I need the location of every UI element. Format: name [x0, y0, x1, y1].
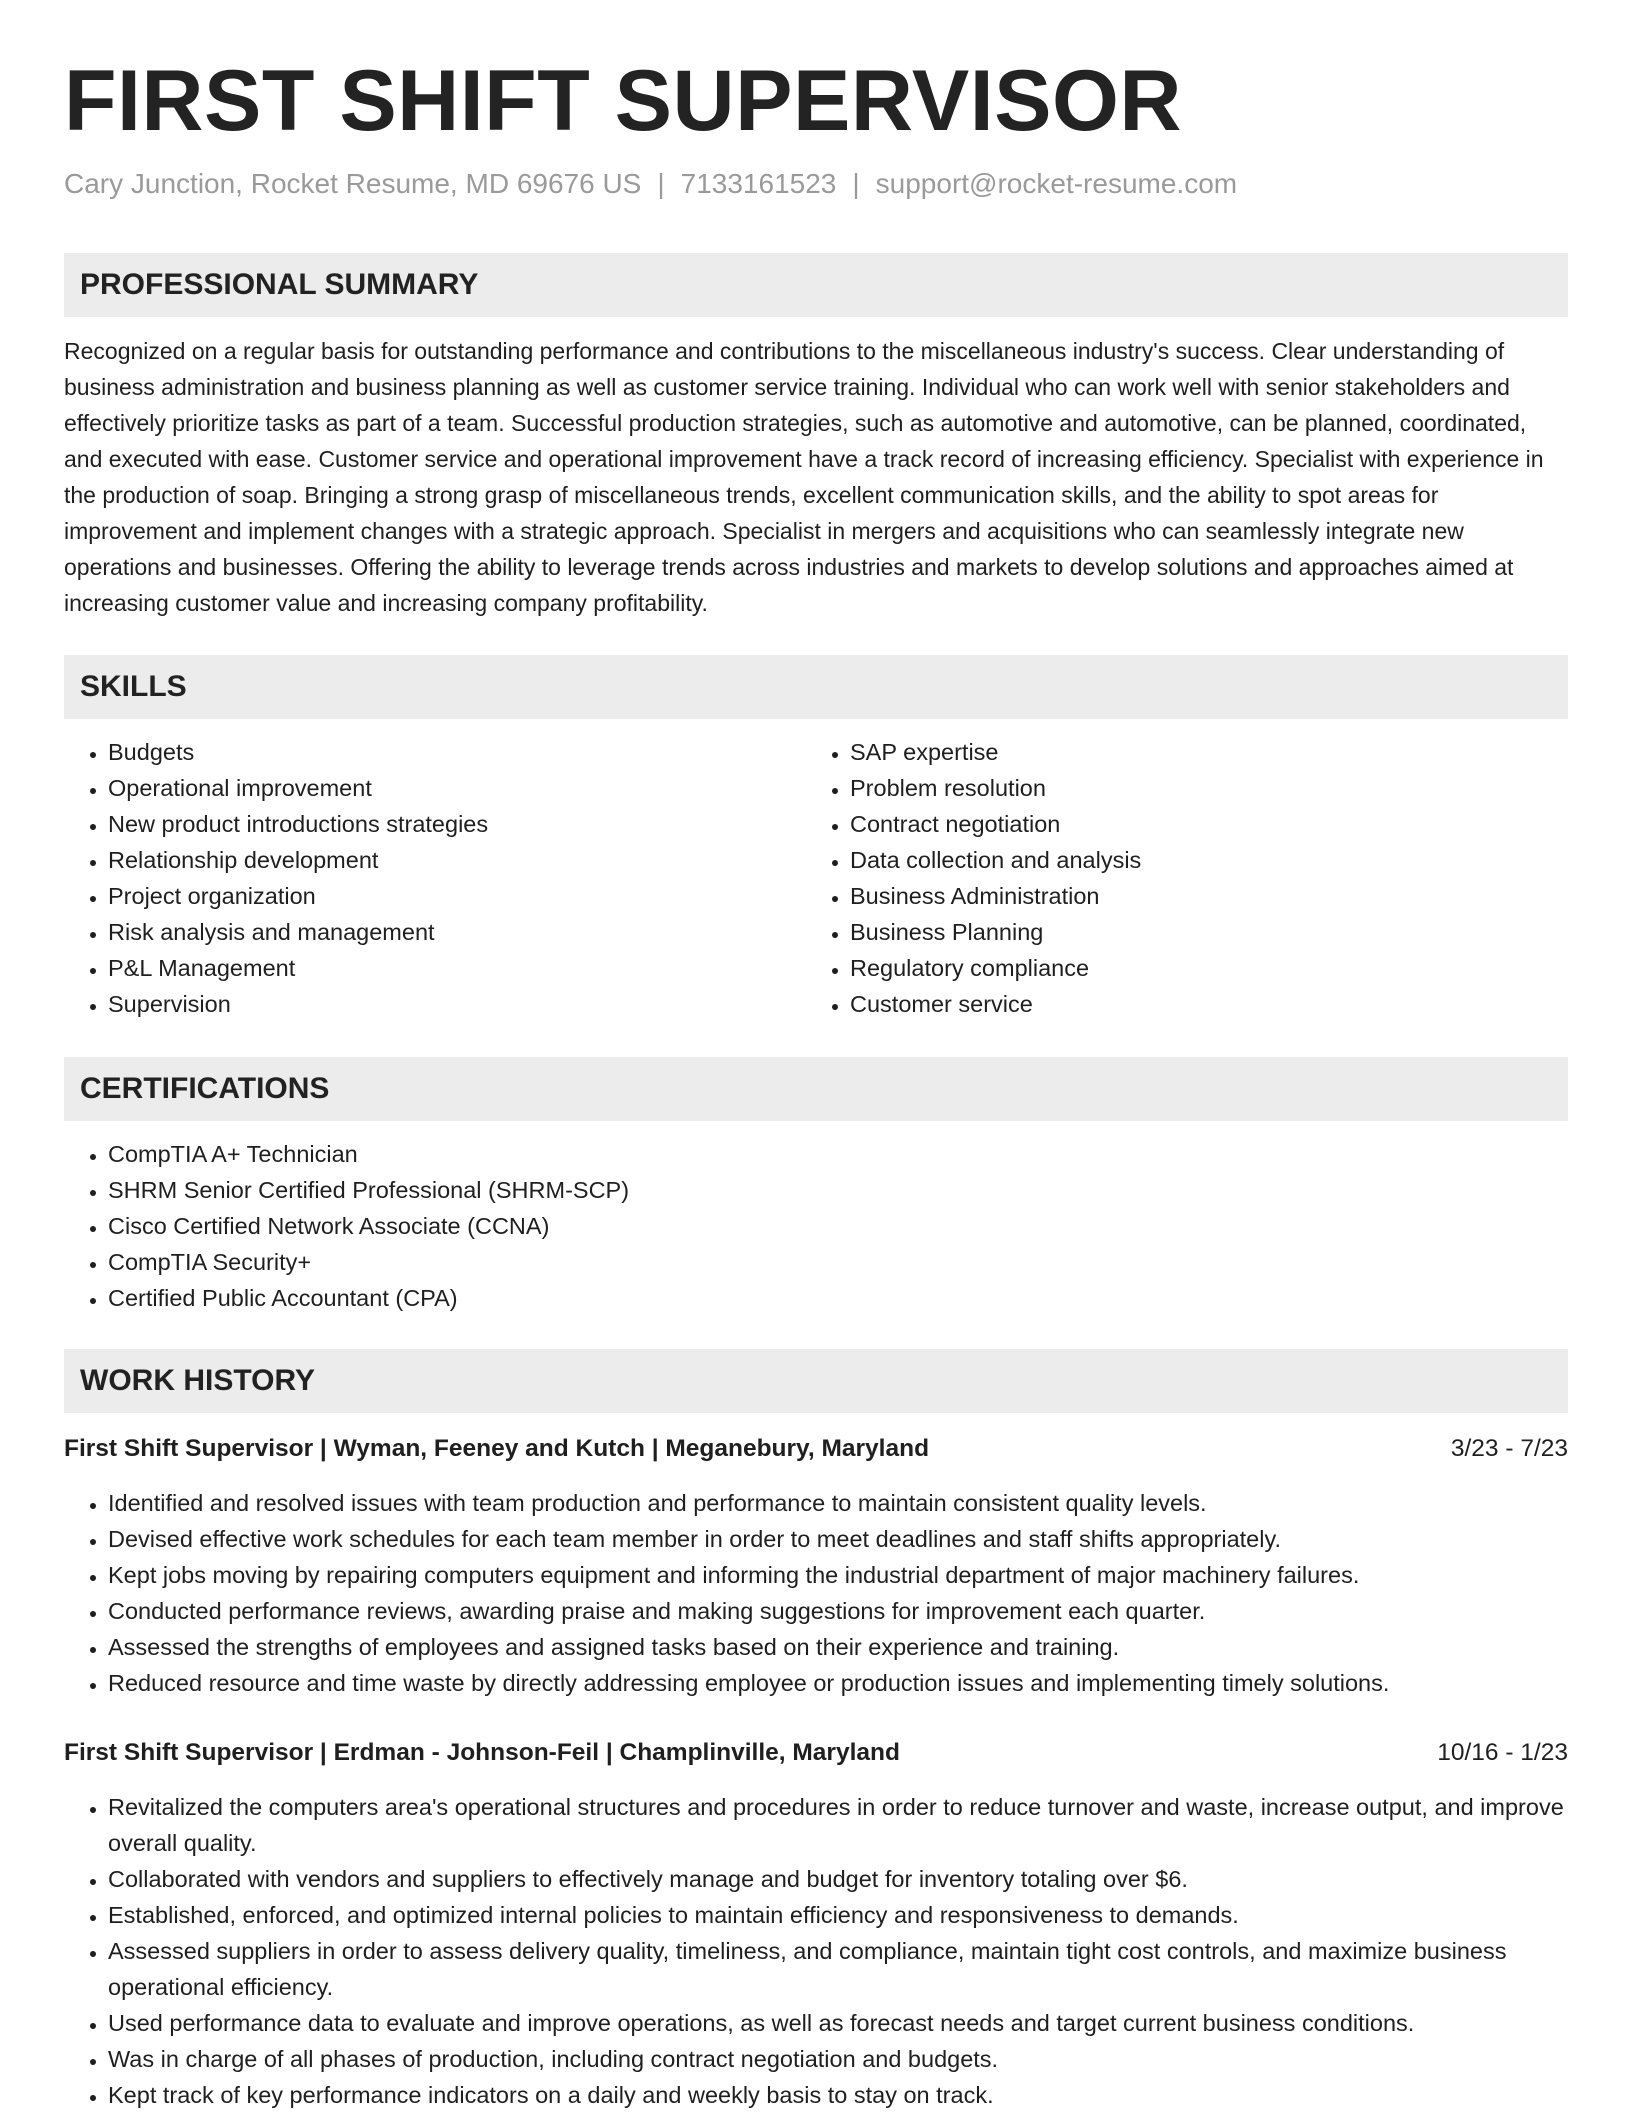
list-item: • Cisco Certified Network Associate (CCNA) [108, 1208, 1568, 1244]
job-dates: 3/23 - 7/23 [1450, 1435, 1568, 1462]
list-item: • Devised effective work schedules for each team member in order to meet deadlines and staff shifts appropriately. [108, 1521, 1568, 1557]
list-item: • Business Administration [850, 878, 1550, 914]
list-item: • Supervision [108, 986, 808, 1022]
section-header-certifications [64, 1057, 1568, 1121]
list-item: • Collaborated with vendors and suppliers to effectively manage and budget for inventory totaling over $6. [108, 1861, 1568, 1897]
list-item: • Relationship development [108, 842, 808, 878]
job-heading [64, 1429, 1568, 1469]
section-header-summary [64, 253, 1568, 317]
list-item: • Kept jobs moving by repairing computers equipment and informing the industrial department of major machinery failures. [108, 1557, 1568, 1593]
list-item: • Operational improvement [108, 770, 808, 806]
list-item: • SAP expertise [850, 734, 1550, 770]
job-heading [64, 1733, 1568, 1773]
list-item: • Risk analysis and management [108, 914, 808, 950]
list-item: • CompTIA A+ Technician [108, 1136, 1568, 1172]
list-item: • Business Planning [850, 914, 1550, 950]
list-item: • Established, enforced, and optimized internal policies to maintain efficiency and responsiveness to demands. [108, 1897, 1568, 1933]
job-title: First Shift Supervisor | Erdman - Johnson-Feil | Champlinville, Maryland [64, 1739, 900, 1766]
contact-separator: | [657, 168, 665, 199]
skills-list-right [806, 734, 1550, 1022]
job-title: First Shift Supervisor | Wyman, Feeney and Kutch | Meganebury, Maryland [64, 1435, 930, 1462]
job-bullets [64, 1789, 1568, 2113]
list-item: • P&L Management [108, 950, 808, 986]
certifications-list [64, 1136, 1568, 1316]
list-item: • Budgets [108, 734, 808, 770]
list-item: • Data collection and analysis [850, 842, 1550, 878]
list-item: • Problem resolution [850, 770, 1550, 806]
list-item: • Identified and resolved issues with team production and performance to maintain consistent quality levels. [108, 1485, 1568, 1521]
list-item: • Customer service [850, 986, 1550, 1022]
list-item: • Revitalized the computers area's operational structures and procedures in order to reduce turnover and waste, increase output, and improve overall quality. [108, 1789, 1568, 1861]
job-dates: 10/16 - 1/23 [1437, 1739, 1568, 1766]
list-item: • Regulatory compliance [850, 950, 1550, 986]
list-item: • Certified Public Accountant (CPA) [108, 1280, 1568, 1316]
list-item: • Assessed the strengths of employees and assigned tasks based on their experience and training. [108, 1629, 1568, 1665]
list-item: • Contract negotiation [850, 806, 1550, 842]
list-item: • Kept track of key performance indicators on a daily and weekly basis to stay on track. [108, 2077, 1568, 2113]
list-item: • Reduced resource and time waste by directly addressing employee or production issues and implementing timely solutions. [108, 1665, 1568, 1701]
list-item: • New product introductions strategies [108, 806, 808, 842]
skills-list-left [64, 734, 808, 1022]
list-item: • Assessed suppliers in order to assess delivery quality, timeliness, and compliance, maintain tight cost controls, and maximize business operational efficiency. [108, 1933, 1568, 2005]
candidate-name: FIRST SHIFT SUPERVISOR [64, 53, 1182, 149]
contact-phone: 7133161523 [680, 168, 837, 199]
section-title: PROFESSIONAL SUMMARY [80, 268, 479, 301]
contact-line [64, 168, 1237, 200]
list-item: • CompTIA Security+ [108, 1244, 1568, 1280]
contact-email: support@rocket-resume.com [875, 168, 1238, 199]
section-header-skills [64, 655, 1568, 719]
section-header-work-history [64, 1349, 1568, 1413]
job-bullets [64, 1485, 1568, 1701]
list-item: • SHRM Senior Certified Professional (SHRM-SCP) [108, 1172, 1568, 1208]
list-item: • Was in charge of all phases of production, including contract negotiation and budgets. [108, 2041, 1568, 2077]
contact-address: Cary Junction, Rocket Resume, MD 69676 US [64, 168, 642, 199]
section-title: SKILLS [80, 670, 187, 703]
list-item: • Conducted performance reviews, awarding praise and making suggestions for improvement each quarter. [108, 1593, 1568, 1629]
list-item: • Used performance data to evaluate and improve operations, as well as forecast needs and target current business conditions. [108, 2005, 1568, 2041]
section-title: CERTIFICATIONS [80, 1072, 330, 1105]
section-title: WORK HISTORY [80, 1364, 316, 1397]
contact-separator: | [852, 168, 860, 199]
list-item: • Project organization [108, 878, 808, 914]
summary-text: Recognized on a regular basis for outstanding performance and contributions to the miscellaneous industry's success. Clear understanding of business administration and business planning as well as customer service training. Individual who can work well with senior stakeholders and effectively prioritize tasks as part of a team. Successful production strategies, such as automotive and automotive, can be planned, coordinated, and executed with ease. Customer service and operational improvement have a track record of increasing efficiency. Specialist with experience in the production of soap. Bringing a strong grasp of miscellaneous trends, excellent communication skills, and the ability to spot areas for improvement and implement changes with a strategic approach. Specialist in mergers and acquisitions who can seamlessly integrate new operations and businesses. Offering the ability to leverage trends across industries and markets to develop solutions and approaches aimed at increasing customer value and increasing company profitability. [64, 338, 1544, 616]
